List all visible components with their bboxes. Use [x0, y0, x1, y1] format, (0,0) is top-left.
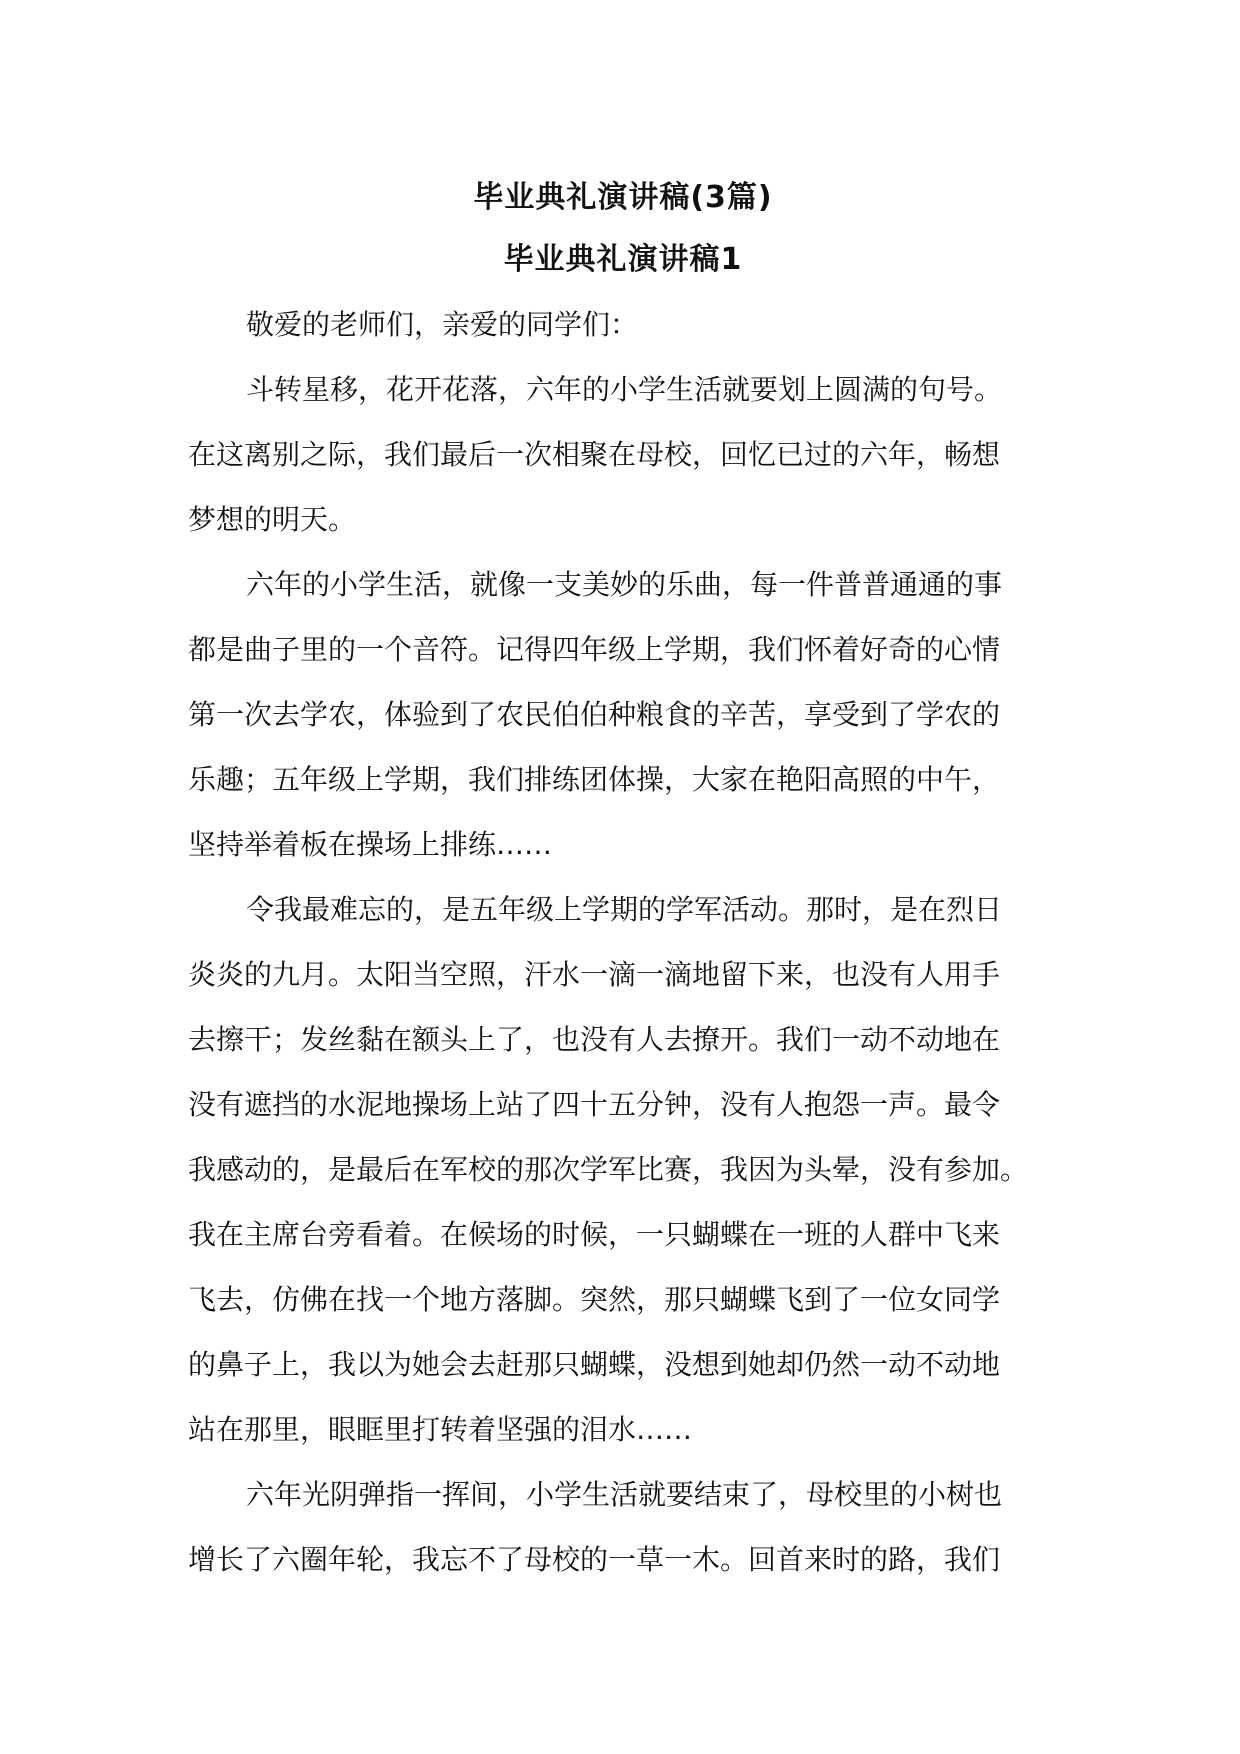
document-title: 毕业典礼演讲稿(3篇): [473, 180, 773, 215]
document-body: [188, 292, 1058, 1592]
paragraph-greeting: 敬爱的老师们，亲爱的同学们：: [246, 308, 639, 341]
document-subtitle: 毕业典礼演讲稿1: [503, 242, 743, 277]
paragraph: 令我最难忘的，是五年级上学期的学军活动。那时，是在烈日 炎炎的九月。太阳当空照，汗水一滴一滴地留下来，也没有人用手 去擦干；发丝黏在额头上了，也没有人去撩开。我们一动不动地在 没有遮挡的水泥地操场上站了四十五分钟，没有人抱怨一声。最令 我感动的，是最后在军校的那次学军比赛，我因为头晕，没有参加。 我在主席台旁看着。在候场的时候，一只蝴蝶在一班的人群中飞来 飞去，仿佛在找一个地方落脚。突然，那只蝴蝶飞到了一位女同学 的鼻子上，我以为她会去赶那只蝴蝶，没想到她却仍然一动不动地 站在那里，眼眶里打转着坚强的泪水……: [188, 893, 1029, 1446]
paragraph: 斗转星移，花开花落，六年的小学生活就要划上圆满的句号。 在这离别之际，我们最后一次相聚在母校，回忆已过的六年，畅想 梦想的明天。: [188, 373, 1003, 536]
paragraph: 六年的小学生活，就像一支美妙的乐曲，每一件普普通通的事 都是曲子里的一个音符。记得四年级上学期，我们怀着好奇的心情 第一次去学农，体验到了农民伯伯种粮食的辛苦，享受到了学农的 乐趣；五年级上学期，我们排练团体操，大家在艳阳高照的中午， 坚持举着板在操场上排练……: [188, 568, 1003, 861]
paragraph: 六年光阴弹指一挥间，小学生活就要结束了，母校里的小树也 增长了六圈年轮，我忘不了母校的一草一木。回首来时的路，我们: [188, 1478, 1003, 1576]
document-content: [188, 170, 1058, 1592]
